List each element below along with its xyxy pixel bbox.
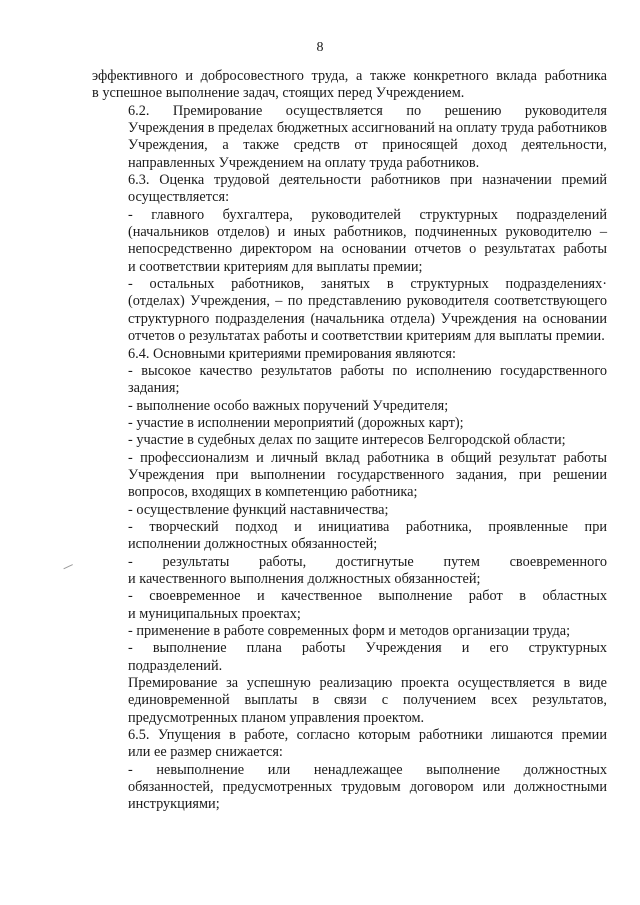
text-line: (отделах) Учреждения, – по представлению руководителя соответствующего: [128, 293, 607, 310]
text-line: - выполнение особо важных поручений Учредителя;: [128, 397, 449, 414]
text-line: - результаты работы, достигнутые путем своевременного: [128, 553, 607, 570]
text-line: отчетов о результатах работы и соответствии критериям для выплаты премии.: [128, 328, 605, 345]
text-line: 6.2. Премирование осуществляется по решению руководителя: [128, 102, 607, 119]
paragraph: [92, 398, 607, 415]
text-line: - участие в судебных делах по защите интересов Белгородской области;: [128, 432, 566, 449]
text-line: в успешное выполнение задач, стоящих перед Учреждением.: [92, 85, 465, 102]
text-line: осуществляется:: [128, 189, 230, 206]
text-line: 6.5. Упущения в работе, согласно которым работники лишаются премии: [128, 727, 607, 744]
text-line: 6.3. Оценка трудовой деятельности работников при назначении премий: [128, 172, 607, 189]
text-line: исполнении должностных обязанностей;: [128, 536, 378, 553]
text-line: непосредственно директором на основании отчетов о результатах работы: [128, 241, 607, 258]
text-line: - участие в исполнении мероприятий (дорожных карт);: [128, 414, 464, 431]
paragraph: [92, 415, 607, 432]
text-line: Учреждения при выполнении государственного задания, при решении: [128, 466, 607, 483]
text-line: (начальников отделов) и иных работников, подчиненных руководителю –: [128, 224, 607, 241]
text-line: и соответствии критериям для выплаты премии;: [128, 258, 423, 275]
paragraph: [92, 623, 607, 640]
text-line: вопросов, входящих в компетенцию работника;: [128, 484, 418, 501]
text-line: - остальных работников, занятых в структурных подразделениях·: [128, 276, 607, 293]
text-line: - главного бухгалтера, руководителей структурных подразделений: [128, 206, 607, 223]
paragraph: [92, 554, 607, 589]
paragraph: [92, 675, 607, 727]
text-line: направленных Учреждением на оплату труда работников.: [128, 154, 480, 171]
page-number: 8: [316, 40, 324, 55]
paragraph: [92, 432, 607, 449]
paragraph: [92, 502, 607, 519]
text-line: 6.4. Основными критериями премирования являются:: [128, 345, 456, 362]
text-line: единовременной выплаты в связи с получением всех результатов,: [128, 692, 607, 709]
text-line: Учреждения, а также средств от приносящей доход деятельности,: [128, 137, 607, 154]
text-line: - профессионализм и личный вклад работника в общий результат работы: [128, 449, 607, 466]
paragraph: [92, 103, 607, 172]
text-line: Премирование за успешную реализацию проекта осуществляется в виде: [128, 675, 607, 692]
text-line: - творческий подход и инициатива работника, проявленные при: [128, 518, 607, 535]
paragraph: [92, 762, 607, 814]
text-line: - высокое качество результатов работы по исполнению государственного: [128, 362, 607, 379]
paragraph: [92, 207, 607, 276]
paragraph: [92, 346, 607, 363]
text-line: - выполнение плана работы Учреждения и его структурных: [128, 640, 607, 657]
document-body: [92, 68, 607, 814]
paragraph: [92, 519, 607, 554]
paragraph: [92, 588, 607, 623]
paragraph: [92, 727, 607, 762]
text-line: обязанностей, предусмотренных трудовым договором или должностными: [128, 779, 607, 796]
paragraph: [92, 640, 607, 675]
text-line: или ее размер снижается:: [128, 744, 283, 761]
scan-mark: [63, 564, 74, 573]
paragraph: [92, 276, 607, 345]
paragraph: [92, 68, 607, 103]
text-line: предусмотренных планом управления проектом.: [128, 709, 425, 726]
text-line: инструкциями;: [128, 796, 220, 813]
text-line: задания;: [128, 380, 180, 397]
text-line: подразделений.: [128, 657, 223, 674]
text-line: Учреждения в пределах бюджетных ассигнований на оплату труда работников: [128, 120, 607, 137]
paragraph: [92, 172, 607, 207]
text-line: структурного подразделения (начальника отдела) Учреждения на основании: [128, 310, 607, 327]
paragraph: [92, 450, 607, 502]
text-line: и качественного выполнения должностных обязанностей;: [128, 570, 481, 587]
paragraph: [92, 363, 607, 398]
text-line: и муниципальных проектах;: [128, 605, 301, 622]
text-line: - применение в работе современных форм и методов организации труда;: [128, 623, 571, 639]
text-line: эффективного и добросовестного труда, а также конкретного вклада работника: [92, 68, 607, 84]
text-line: - невыполнение или ненадлежащее выполнение должностных: [128, 761, 607, 778]
text-line: - своевременное и качественное выполнение работ в областных: [128, 588, 607, 605]
text-line: - осуществление функций наставничества;: [128, 501, 389, 518]
